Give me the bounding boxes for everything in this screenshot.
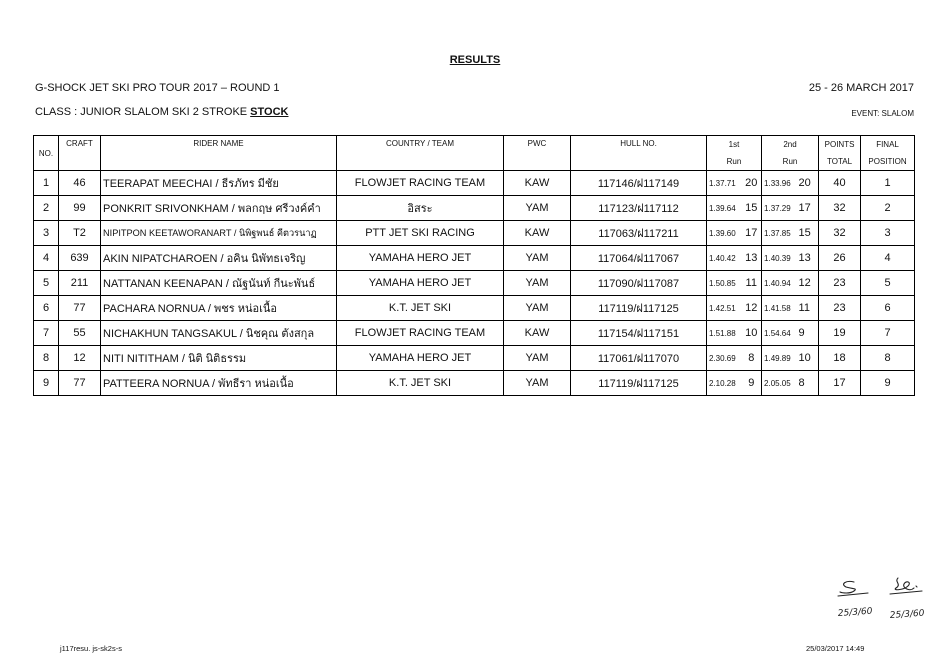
cell-team: YAMAHA HERO JET [337,246,504,271]
cell-position: 4 [861,246,915,271]
header-final-bottom: POSITION [861,153,915,171]
cell-rider: NIPITPON KEETAWORANART / นิพิฐพนธ์ คีตวรนาฏ [101,221,337,246]
cell-points: 23 [819,271,861,296]
official-signatures [832,572,942,628]
header-points-bottom: TOTAL [819,153,861,171]
cell-run1-time: 2.30.69 [707,346,742,371]
cell-hull: 117119/ฝ117125 [571,296,707,321]
cell-rider: PATTEERA NORNUA / พัทธีรา หน่อเนื้อ [101,371,337,396]
cell-craft: T2 [59,221,101,246]
signature-2-underline [890,591,922,594]
cell-position: 8 [861,346,915,371]
table-row [34,271,915,296]
cell-craft: 639 [59,246,101,271]
header-craft: CRAFT [59,136,101,171]
header-points-top: POINTS [819,136,861,154]
cell-hull: 117064/ฝ117067 [571,246,707,271]
cell-run2-rank: 12 [797,271,819,296]
cell-points: 26 [819,246,861,271]
cell-run1-time: 1.40.42 [707,246,742,271]
results-table [33,135,915,396]
cell-team: อิสระ [337,196,504,221]
cell-hull: 117123/ฝ117112 [571,196,707,221]
cell-points: 18 [819,346,861,371]
cell-run1-rank: 20 [742,171,762,196]
cell-team: YAMAHA HERO JET [337,271,504,296]
cell-points: 17 [819,371,861,396]
cell-position: 6 [861,296,915,321]
cell-run2-rank: 15 [797,221,819,246]
cell-position: 1 [861,171,915,196]
cell-rider: TEERAPAT MEECHAI / ธีรภัทร มีชัย [101,171,337,196]
signature-2-stroke [895,578,914,590]
cell-craft: 77 [59,371,101,396]
header-run1-top: 1st [707,136,762,154]
cell-hull: 117154/ฝ117151 [571,321,707,346]
cell-position: 2 [861,196,915,221]
cell-run1-time: 1.51.88 [707,321,742,346]
cell-rider: PONKRIT SRIVONKHAM / พลกฤษ ศรีวงค์คำ [101,196,337,221]
cell-pwc: KAW [504,171,571,196]
event-name: G-SHOCK JET SKI PRO TOUR 2017 – ROUND 1 [35,82,280,94]
table-row [34,321,915,346]
cell-run2-rank: 11 [797,296,819,321]
cell-hull: 117061/ฝ117070 [571,346,707,371]
cell-no: 7 [34,321,59,346]
results-title: RESULTS [449,54,501,66]
header-run1-bottom: Run [707,153,762,171]
cell-run1-rank: 10 [742,321,762,346]
cell-run1-time: 1.39.64 [707,196,742,221]
cell-points: 32 [819,196,861,221]
table-header [34,136,915,171]
cell-position: 7 [861,321,915,346]
cell-run1-rank: 11 [742,271,762,296]
cell-no: 6 [34,296,59,321]
cell-run2-time: 1.37.29 [762,196,797,221]
cell-run2-rank: 17 [797,196,819,221]
cell-run2-time: 1.37.85 [762,221,797,246]
cell-run2-rank: 9 [797,321,819,346]
cell-run1-rank: 12 [742,296,762,321]
cell-no: 1 [34,171,59,196]
header-rider: RIDER NAME [101,136,337,171]
header-hull: HULL NO. [571,136,707,171]
cell-team: PTT JET SKI RACING [337,221,504,246]
cell-craft: 99 [59,196,101,221]
table-row [34,246,915,271]
cell-run2-time: 1.33.96 [762,171,797,196]
cell-rider: NICHAKHUN TANGSAKUL / นิชคุณ ตังสกุล [101,321,337,346]
signature-1-underline [838,593,868,596]
cell-team: FLOWJET RACING TEAM [337,321,504,346]
header-final-top: FINAL [861,136,915,154]
cell-no: 8 [34,346,59,371]
cell-run2-time: 1.41.58 [762,296,797,321]
signature-2-dot [916,586,917,587]
cell-points: 40 [819,171,861,196]
table-row [34,296,915,321]
cell-run2-time: 1.40.94 [762,271,797,296]
cell-hull: 117063/ฝ117211 [571,221,707,246]
footer-print-timestamp: 25/03/2017 14:49 [806,644,865,653]
cell-rider: PACHARA NORNUA / พชร หน่อเนื้อ [101,296,337,321]
cell-craft: 211 [59,271,101,296]
signature-date-1: 25/3/60 [837,606,873,619]
header-no: NO. [34,136,59,171]
cell-run2-rank: 10 [797,346,819,371]
cell-pwc: KAW [504,221,571,246]
cell-craft: 46 [59,171,101,196]
cell-rider: NITI NITITHAM / นิติ นิติธรรม [101,346,337,371]
cell-run1-rank: 13 [742,246,762,271]
cell-craft: 55 [59,321,101,346]
cell-run2-time: 1.49.89 [762,346,797,371]
cell-pwc: YAM [504,246,571,271]
cell-position: 5 [861,271,915,296]
cell-hull: 117146/ฝ117149 [571,171,707,196]
cell-run1-rank: 15 [742,196,762,221]
cell-hull: 117119/ฝ117125 [571,371,707,396]
table-row [34,171,915,196]
header-run2-bottom: Run [762,153,819,171]
cell-run2-rank: 13 [797,246,819,271]
cell-team: FLOWJET RACING TEAM [337,171,504,196]
cell-team: K.T. JET SKI [337,371,504,396]
cell-no: 4 [34,246,59,271]
cell-team: K.T. JET SKI [337,296,504,321]
cell-run1-time: 2.10.28 [707,371,742,396]
cell-run2-rank: 20 [797,171,819,196]
cell-no: 9 [34,371,59,396]
cell-craft: 77 [59,296,101,321]
cell-no: 2 [34,196,59,221]
cell-rider: AKIN NIPATCHAROEN / อคิน นิพัทธเจริญ [101,246,337,271]
cell-points: 19 [819,321,861,346]
event-type: EVENT: SLALOM [851,109,914,118]
cell-craft: 12 [59,346,101,371]
cell-position: 9 [861,371,915,396]
header-country: COUNTRY / TEAM [337,136,504,171]
class-line [35,106,288,118]
cell-hull: 117090/ฝ117087 [571,271,707,296]
cell-pwc: YAM [504,346,571,371]
table-row [34,371,915,396]
cell-position: 3 [861,221,915,246]
table-body [34,171,915,396]
header-pwc: PWC [504,136,571,171]
cell-rider: NATTANAN KEENAPAN / ณัฐนันท์ กีนะพันธ์ [101,271,337,296]
cell-points: 23 [819,296,861,321]
cell-pwc: YAM [504,271,571,296]
cell-run1-time: 1.42.51 [707,296,742,321]
cell-run2-time: 2.05.05 [762,371,797,396]
cell-run1-time: 1.50.85 [707,271,742,296]
table-row [34,196,915,221]
class-prefix: CLASS : JUNIOR SLALOM SKI 2 STROKE [35,106,251,118]
cell-points: 32 [819,221,861,246]
class-stock-label: STOCK [250,106,289,118]
header-run2-top: 2nd [762,136,819,154]
cell-pwc: KAW [504,321,571,346]
table-row [34,346,915,371]
cell-run1-rank: 9 [742,371,762,396]
cell-no: 5 [34,271,59,296]
cell-team: YAMAHA HERO JET [337,346,504,371]
signature-date-2: 25/3/60 [889,608,925,621]
cell-run1-time: 1.39.60 [707,221,742,246]
cell-no: 3 [34,221,59,246]
cell-run1-rank: 8 [742,346,762,371]
signature-1-stroke [840,581,855,593]
event-date: 25 - 26 MARCH 2017 [808,82,914,94]
cell-run2-rank: 8 [797,371,819,396]
cell-run2-time: 1.40.39 [762,246,797,271]
footer-file-ref: j117resu. js-sk2s-s [60,644,122,653]
cell-pwc: YAM [504,371,571,396]
cell-run1-rank: 17 [742,221,762,246]
cell-pwc: YAM [504,196,571,221]
table-row [34,221,915,246]
cell-run2-time: 1.54.64 [762,321,797,346]
cell-pwc: YAM [504,296,571,321]
cell-run1-time: 1.37.71 [707,171,742,196]
